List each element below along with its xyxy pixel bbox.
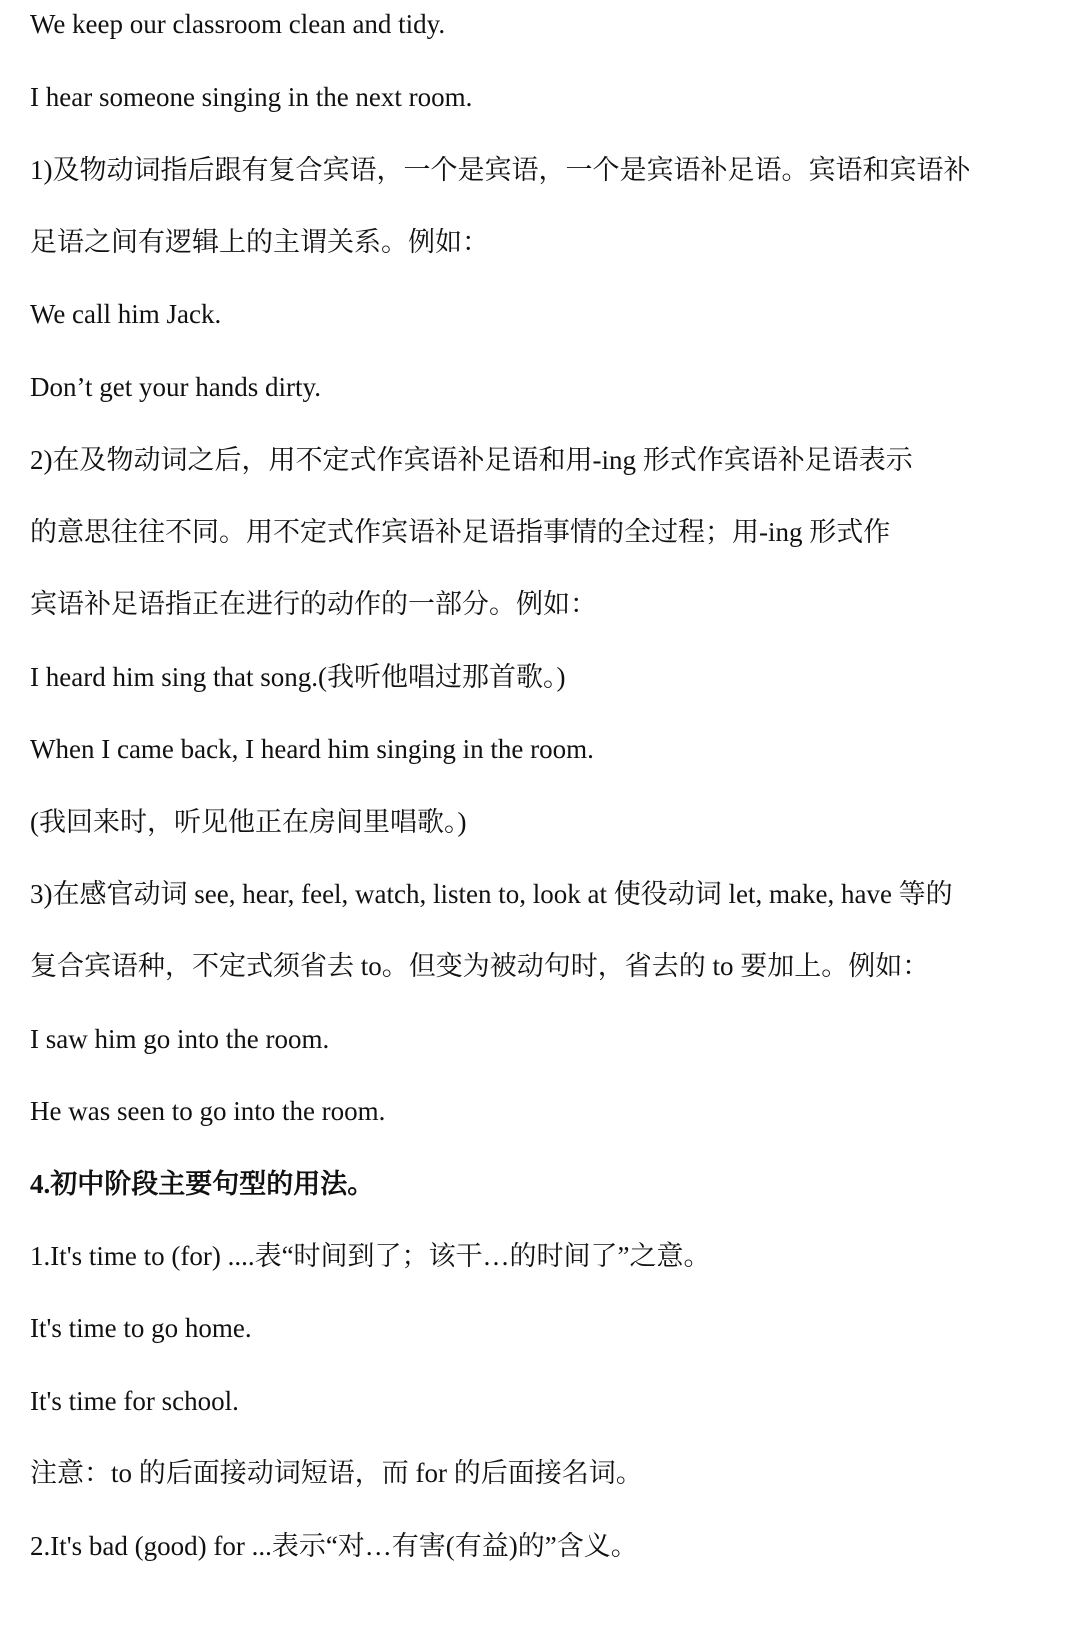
text-line: When I came back, I heard him singing in the room. [30,734,594,764]
text-line: Don’t get your hands dirty. [30,372,321,402]
text-line: 1)及物动词指后跟有复合宾语，一个是宾语，一个是宾语补足语。宾语和宾语补 [30,155,971,185]
text-line: 复合宾语种，不定式须省去 to。但变为被动句时，省去的 to 要加上。例如： [30,951,930,981]
text-line: 注意：to 的后面接动词短语，而 for 的后面接名词。 [30,1458,643,1488]
text-line: 足语之间有逻辑上的主谓关系。例如： [30,227,489,257]
text-line: I heard him sing that song.(我听他唱过那首歌。) [30,662,566,692]
text-line: We call him Jack. [30,299,222,329]
text-line: He was seen to go into the room. [30,1096,386,1126]
text-line: I saw him go into the room. [30,1024,330,1054]
text-line: 3)在感官动词 see, hear, feel, watch, listen to, look at 使役动词 let, make, have 等的 [30,879,953,909]
text-line: I hear someone singing in the next room. [30,82,473,112]
text-line: 1.It's time to (for) ....表“时间到了；该干…的时间了”之意。 [30,1241,711,1271]
text-line: 宾语补足语指正在进行的动作的一部分。例如： [30,589,597,619]
text-line: It's time for school. [30,1386,239,1416]
text-line: We keep our classroom clean and tidy. [30,9,446,39]
section-heading: 4.初中阶段主要句型的用法。 [30,1169,375,1199]
text-line: It's time to go home. [30,1313,252,1343]
text-line: 的意思往往不同。用不定式作宾语补足语指事情的全过程；用-ing 形式作 [30,517,891,547]
text-line: 2)在及物动词之后，用不定式作宾语补足语和用-ing 形式作宾语补足语表示 [30,445,913,475]
text-line: (我回来时，听见他正在房间里唱歌。) [30,807,467,837]
text-line: 2.It's bad (good) for ...表示“对…有害(有益)的”含义。 [30,1531,638,1561]
